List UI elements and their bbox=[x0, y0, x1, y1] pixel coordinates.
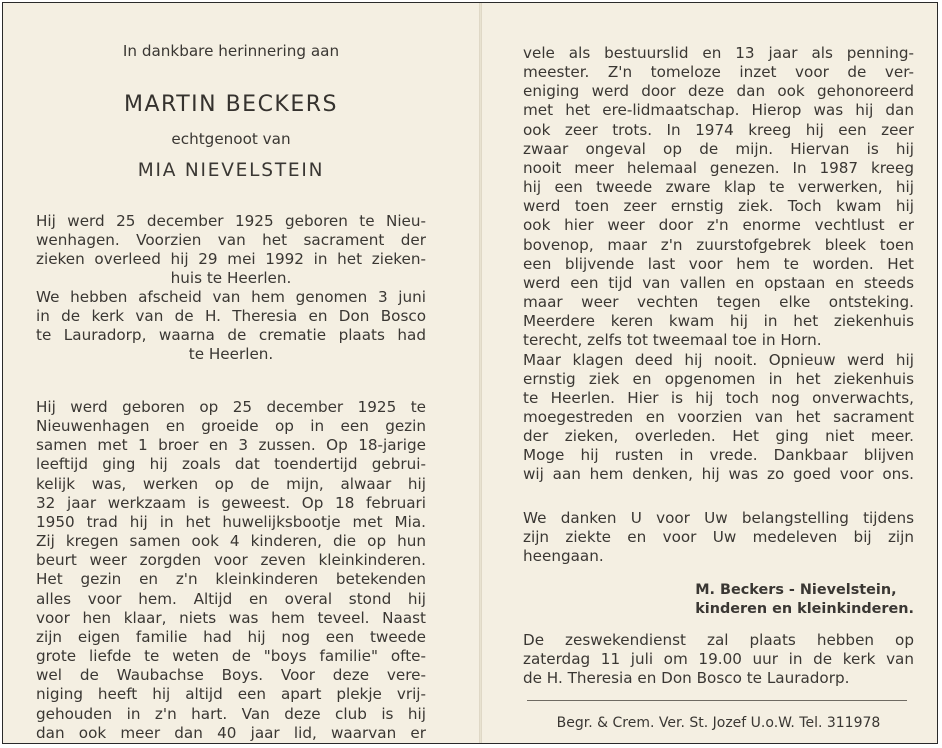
text-line: grote liefde te weten de "boys familie" ofte- bbox=[36, 647, 426, 666]
text-line: kelijk was, werken op de mijn, alwaar hij bbox=[36, 474, 426, 493]
birth-death-paragraph bbox=[36, 212, 426, 289]
text-line: wenhagen. Voorzien van het sacrament der bbox=[36, 231, 426, 250]
text-line: bovenop, maar z'n zuurstofgebrek bleek toen bbox=[523, 235, 914, 254]
text-line: 1950 trad hij in het huwelijksbootje met Mia. bbox=[36, 512, 426, 531]
text-line: wij aan hem denken, hij was zo goed voor ons. bbox=[523, 465, 914, 484]
deceased-name: MARTIN BECKERS bbox=[123, 92, 339, 117]
funeral-paragraph bbox=[36, 288, 426, 365]
text-line: zijn ziekte en voor Uw medeleven bij zijn bbox=[523, 528, 914, 547]
text-line: niging heeft hij altijd een apart plekje vrij- bbox=[36, 685, 426, 704]
divider bbox=[527, 700, 907, 701]
text-line: terecht, zelfs tot tweemaal toe in Horn. bbox=[523, 331, 822, 350]
text-line: eniging werd door deze dan ook gehonoreerd bbox=[523, 82, 914, 101]
text-line: hij een tweede zware klap te verwerken, hij bbox=[523, 178, 914, 197]
text-line: vele als bestuurslid en 13 jaar als penning- bbox=[523, 44, 914, 62]
text-line: gehouden in z'n hart. Van deze club is hij bbox=[36, 704, 426, 723]
signature-line: M. Beckers - Nievelstein, bbox=[695, 582, 897, 598]
text-line: te Heerlen. bbox=[188, 345, 274, 364]
text-line: dan ook meer dan 40 jaar lid, waarvan er bbox=[36, 723, 426, 742]
text-line: ook zeer trots. In 1974 kreeg hij een zeer bbox=[523, 120, 914, 139]
text-line: ernstig ziek en opgenomen in het ziekenhuis bbox=[523, 369, 914, 388]
text-line: moegestreden en voorzien van het sacrament bbox=[523, 407, 914, 426]
text-line: Moge hij rusten in vrede. Dankbaar blijven bbox=[523, 446, 914, 465]
text-line: 32 jaar werkzaam is geweest. Op 18 februari bbox=[36, 493, 426, 512]
biography-paragraph bbox=[36, 398, 426, 743]
text-line: We danken U voor Uw belangstelling tijdens bbox=[523, 509, 914, 527]
text-line: der zieken, overleden. Het ging niet meer. bbox=[523, 427, 914, 446]
spouse-name: MIA NIEVELSTEIN bbox=[137, 160, 325, 181]
text-line: voor hen klaar, niets was hem teveel. Naast bbox=[36, 608, 426, 627]
memorial-card bbox=[2, 2, 938, 744]
signature-line: kinderen en kleinkinderen. bbox=[695, 601, 914, 618]
signature-block bbox=[695, 581, 914, 619]
text-line: maar weer vechten tegen elke ontsteking. bbox=[523, 293, 914, 312]
text-line: De zeswekendienst zal plaats hebben op bbox=[523, 631, 914, 649]
text-line: zijn eigen familie had hij nog een tweede bbox=[36, 627, 426, 646]
text-line: in de kerk van de H. Theresia en Don Bosco bbox=[36, 307, 426, 326]
text-line: Hij werd geboren op 25 december 1925 te bbox=[36, 398, 426, 416]
text-line: Nieuwenhagen en groeide op in een gezin bbox=[36, 417, 426, 436]
center-fold bbox=[479, 3, 482, 743]
text-line: een blijvende last voor hem te worden. Het bbox=[523, 254, 914, 273]
service-paragraph bbox=[523, 631, 914, 688]
text-line: ook hier weer door z'n enorme vechtlust er bbox=[523, 216, 914, 235]
text-line: Maar klagen deed hij nooit. Opnieuw werd hij bbox=[523, 350, 914, 369]
text-line: leeftijd ging hij zoals dat toendertijd gebrui- bbox=[36, 455, 426, 474]
text-line: alles voor hem. Altijd en overal stond hij bbox=[36, 589, 426, 608]
biography-continued bbox=[523, 44, 914, 485]
thanks-paragraph bbox=[523, 509, 914, 566]
text-line: Meerdere keren kwam hij in het ziekenhuis bbox=[523, 312, 914, 331]
text-line: te Heerlen. Hier is hij toch nog onverwachts, bbox=[523, 388, 914, 407]
text-line: zieken overleed hij 29 mei 1992 in het zieken- bbox=[36, 250, 426, 269]
text-line: werd toen zeer ernstig ziek. Toch kwam hij bbox=[523, 197, 914, 216]
text-line: nooit meer helemaal genezen. In 1987 kreeg bbox=[523, 158, 914, 177]
text-line: Hij werd 25 december 1925 geboren te Nieu- bbox=[36, 212, 426, 230]
text-line: We hebben afscheid van hem genomen 3 juni bbox=[36, 288, 426, 306]
text-line: meester. Z'n tomeloze inzet voor de ver- bbox=[523, 63, 914, 82]
text-line: met het ere-lidmaatschap. Hierop was hij dan bbox=[523, 101, 914, 120]
text-line: de H. Theresia en Don Bosco te Lauradorp. bbox=[523, 669, 850, 688]
text-line: te Lauradorp, waarna de crematie plaats had bbox=[36, 326, 426, 345]
text-line: huis te Heerlen. bbox=[170, 269, 292, 288]
text-line: samen met 1 broer en 3 zussen. Op 18-jarige bbox=[36, 436, 426, 455]
text-line: beurt weer zorgden voor zeven kleinkinderen. bbox=[36, 551, 426, 570]
text-line: zaterdag 11 juli om 19.00 uur in de kerk van bbox=[523, 650, 914, 669]
intro-text: In dankbare herinnering aan bbox=[122, 42, 340, 60]
text-line: Het gezin en z'n kleinkinderen betekenden bbox=[36, 570, 426, 589]
text-line: heengaan. bbox=[523, 547, 604, 566]
relation-text: echtgenoot van bbox=[171, 130, 291, 148]
text-line: wel de Waubachse Boys. Voor deze vere- bbox=[36, 666, 426, 685]
printer-credit: Begr. & Crem. Ver. St. Jozef U.o.W. Tel. 311978 bbox=[556, 715, 881, 731]
text-line: zwaar ongeval op de mijn. Hiervan is hij bbox=[523, 139, 914, 158]
text-line: werd een tijd van vallen en opstaan en steeds bbox=[523, 273, 914, 292]
text-line: Zij kregen samen ook 4 kinderen, die op hun bbox=[36, 532, 426, 551]
